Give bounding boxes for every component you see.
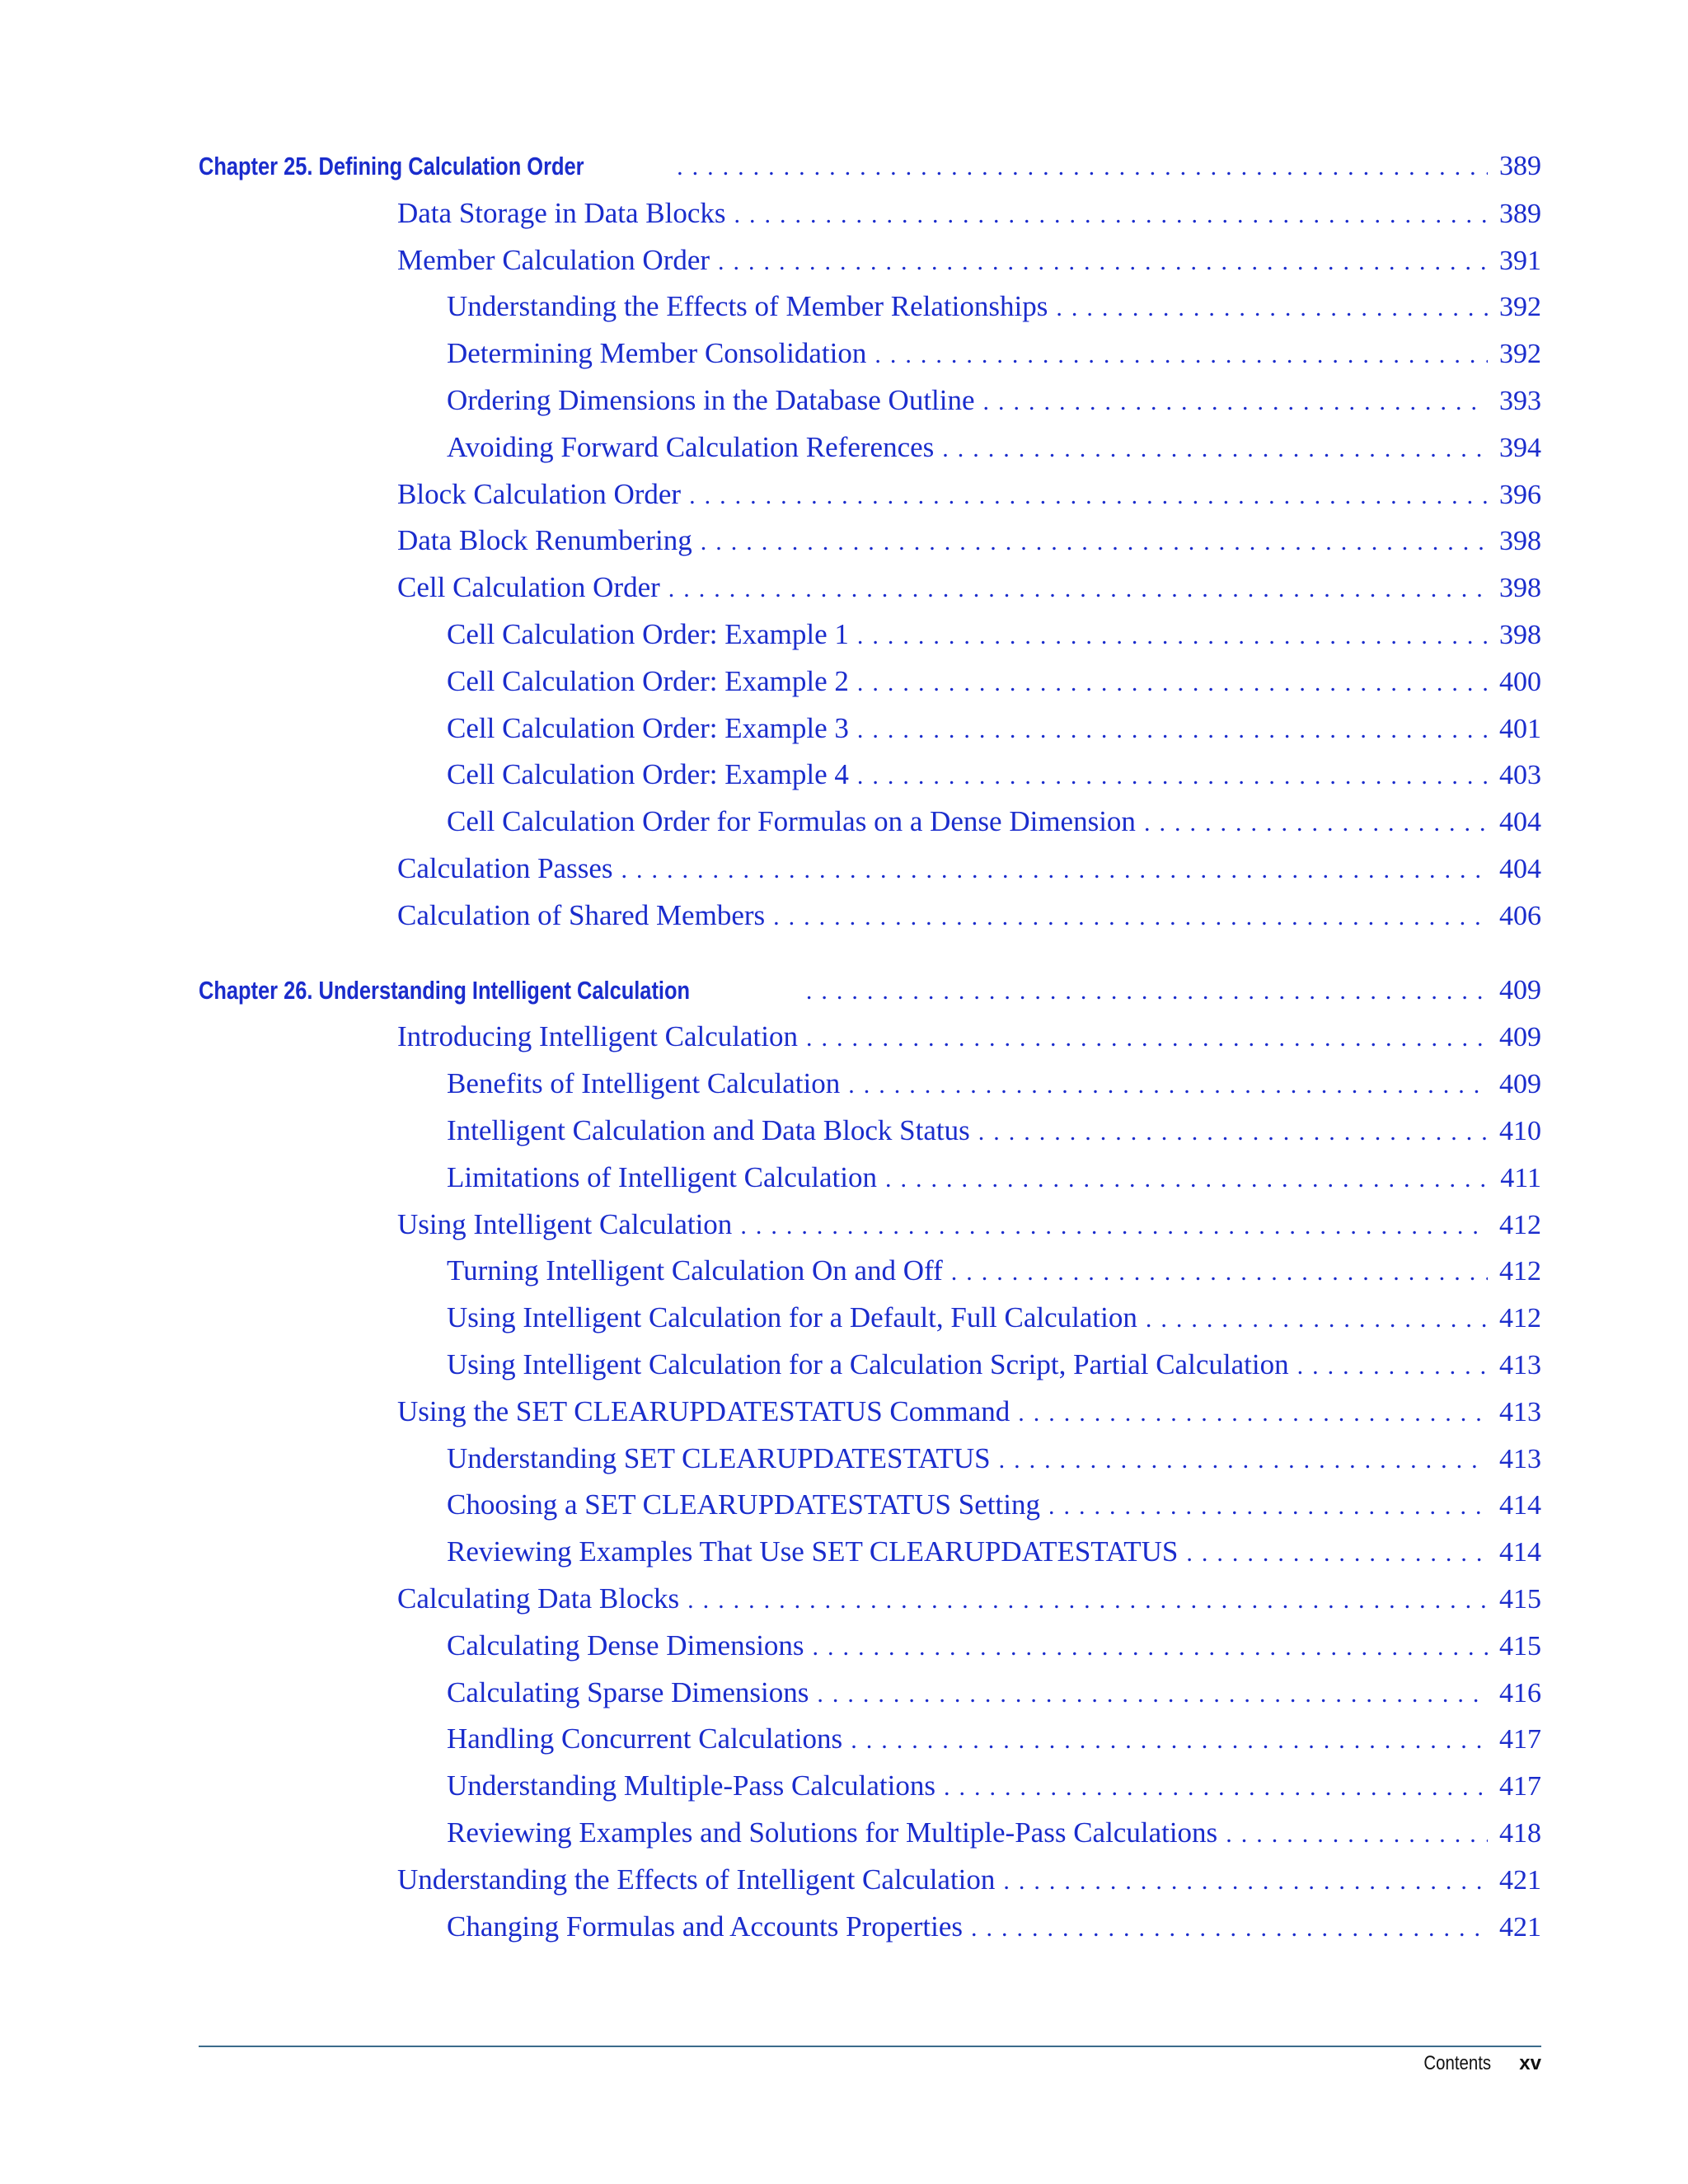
toc-entry-title[interactable]: Ordering Dimensions in the Database Outline: [447, 384, 975, 416]
toc-entry-page-number[interactable]: 415: [1499, 1630, 1541, 1661]
toc-entry-title[interactable]: Using Intelligent Calculation: [397, 1207, 733, 1240]
dot-leader: [677, 146, 1488, 189]
toc-subsection-entry[interactable]: [447, 1811, 1541, 1854]
toc-subsection-entry[interactable]: [447, 1718, 1541, 1760]
toc-subsection-entry[interactable]: [447, 753, 1541, 796]
toc-entry-page-number[interactable]: 401: [1499, 713, 1541, 744]
toc-section-entry[interactable]: [397, 847, 1541, 890]
toc-subsection-entry[interactable]: [447, 1156, 1541, 1199]
toc-entry-page-number[interactable]: 392: [1499, 292, 1541, 323]
toc-section-entry[interactable]: [397, 192, 1541, 235]
toc-entry-title[interactable]: Calculating Dense Dimensions: [447, 1629, 804, 1661]
toc-subsection-entry[interactable]: [447, 800, 1541, 843]
toc-entry-page-number[interactable]: 409: [1499, 974, 1541, 1005]
toc-entry-title[interactable]: Using Intelligent Calculation for a Default, Full Calculation: [447, 1301, 1137, 1334]
toc-subsection-entry[interactable]: [447, 1905, 1541, 1948]
toc-entry-title[interactable]: Cell Calculation Order: Example 1: [447, 618, 849, 650]
toc-subsection-entry[interactable]: [447, 1671, 1541, 1714]
toc-entry-title[interactable]: Cell Calculation Order: [397, 571, 660, 604]
toc-entry-page-number[interactable]: 411: [1500, 1162, 1541, 1193]
toc-entry-page-number[interactable]: 391: [1499, 245, 1541, 276]
dot-leader: [740, 1205, 1488, 1248]
toc-entry-page-number[interactable]: 416: [1499, 1677, 1541, 1708]
toc-subsection-entry[interactable]: [447, 1483, 1541, 1526]
dot-leader: [851, 1719, 1488, 1762]
toc-subsection-entry[interactable]: [447, 1437, 1541, 1480]
dot-leader: [874, 334, 1488, 377]
dot-leader: [1048, 1485, 1488, 1528]
toc-entry-title[interactable]: Using the SET CLEARUPDATESTATUS Command: [397, 1394, 1010, 1427]
dot-leader: [687, 1579, 1488, 1622]
toc-entry-page-number[interactable]: 404: [1499, 854, 1541, 884]
dot-leader: [701, 521, 1488, 564]
toc-subsection-entry[interactable]: [447, 1343, 1541, 1386]
toc-subsection-entry[interactable]: [447, 1530, 1541, 1573]
dot-leader: [857, 615, 1488, 658]
dot-leader: [1226, 1813, 1488, 1856]
toc-entry-title[interactable]: Calculation of Shared Members: [397, 898, 766, 931]
toc-entry-page-number[interactable]: 412: [1499, 1303, 1541, 1334]
toc-entry-page-number[interactable]: 418: [1499, 1818, 1541, 1849]
toc-entry-title[interactable]: Data Storage in Data Blocks: [397, 196, 726, 229]
toc-section-entry[interactable]: [397, 1390, 1541, 1433]
dot-leader: [734, 194, 1488, 237]
dot-leader: [718, 241, 1488, 284]
toc-entry-title[interactable]: Understanding the Effects of Member Relationships: [447, 290, 1048, 323]
dot-leader: [951, 1251, 1488, 1294]
toc-entry-page-number[interactable]: 413: [1499, 1350, 1541, 1380]
toc-subsection-entry[interactable]: [447, 1296, 1541, 1339]
toc-entry-page-number[interactable]: 410: [1499, 1116, 1541, 1146]
toc-entry-page-number[interactable]: 389: [1499, 198, 1541, 229]
toc-entry-title[interactable]: Reviewing Examples That Use SET CLEARUPDATESTATUS: [447, 1535, 1179, 1568]
toc-entry-title[interactable]: Cell Calculation Order: Example 2: [447, 664, 849, 697]
dot-leader: [689, 475, 1488, 518]
toc-entry-page-number[interactable]: 417: [1499, 1724, 1541, 1755]
toc-subsection-entry[interactable]: [447, 379, 1541, 422]
dot-leader: [1003, 1860, 1488, 1903]
dot-leader: [944, 1766, 1488, 1809]
toc-entry-page-number[interactable]: 415: [1499, 1584, 1541, 1615]
toc-subsection-entry[interactable]: [447, 1249, 1541, 1292]
toc-entry-title[interactable]: Member Calculation Order: [397, 243, 710, 276]
toc-subsection-entry[interactable]: [447, 613, 1541, 656]
toc-entry-page-number[interactable]: 421: [1499, 1911, 1541, 1943]
dot-leader: [848, 1064, 1488, 1107]
toc-entry-title[interactable]: Introducing Intelligent Calculation: [397, 1020, 798, 1053]
toc-entry-page-number[interactable]: 409: [1499, 1069, 1541, 1100]
toc-entry-page-number[interactable]: 403: [1499, 760, 1541, 791]
toc-entry-page-number[interactable]: 394: [1499, 432, 1541, 463]
dot-leader: [942, 428, 1488, 471]
dot-leader: [1056, 287, 1488, 330]
dot-leader: [885, 1158, 1489, 1201]
toc-section-entry[interactable]: [397, 239, 1541, 282]
toc-entry-page-number[interactable]: 393: [1499, 386, 1541, 416]
toc-entry-page-number[interactable]: 412: [1499, 1256, 1541, 1287]
toc-section-entry[interactable]: [397, 894, 1541, 937]
toc-subsection-entry[interactable]: [447, 426, 1541, 469]
dot-leader: [857, 662, 1488, 705]
toc-chapter-entry[interactable]: [199, 145, 1541, 188]
toc-entry-title[interactable]: Data Block Renumbering: [397, 524, 692, 557]
toc-section-entry[interactable]: [397, 1858, 1541, 1901]
footer-label: Contents: [1423, 2052, 1492, 2074]
dot-leader: [1018, 1392, 1488, 1435]
toc-entry-title[interactable]: Benefits of Intelligent Calculation: [447, 1067, 841, 1100]
toc-entry-title[interactable]: Cell Calculation Order: Example 4: [447, 758, 849, 791]
toc-entry-page-number[interactable]: 392: [1499, 339, 1541, 370]
dot-leader: [857, 755, 1488, 798]
dot-leader: [668, 568, 1488, 611]
toc-entry-title[interactable]: Chapter 25. Defining Calculation Order: [199, 152, 584, 180]
toc-entry-page-number[interactable]: 398: [1499, 620, 1541, 650]
dot-leader: [1186, 1532, 1488, 1575]
toc-entry-title[interactable]: Avoiding Forward Calculation References: [447, 430, 935, 463]
toc-entry-title[interactable]: Determining Member Consolidation: [447, 337, 867, 370]
toc-subsection-entry[interactable]: [447, 660, 1541, 703]
dot-leader: [1146, 1298, 1488, 1341]
toc-entry-page-number[interactable]: 404: [1499, 807, 1541, 838]
toc-entry-page-number[interactable]: 417: [1499, 1771, 1541, 1802]
toc-entry-page-number[interactable]: 398: [1499, 573, 1541, 604]
toc-subsection-entry[interactable]: [447, 1765, 1541, 1807]
dot-leader: [1144, 802, 1488, 845]
toc-section-entry[interactable]: [397, 519, 1541, 562]
dot-leader: [1297, 1345, 1488, 1388]
dot-leader: [817, 1673, 1488, 1716]
toc-entry-title[interactable]: Cell Calculation Order: Example 3: [447, 711, 849, 744]
footer-page-number: xv: [1519, 2052, 1541, 2074]
toc-entry-title[interactable]: Calculation Passes: [397, 852, 613, 884]
toc-subsection-entry[interactable]: [447, 707, 1541, 750]
page-footer: [1412, 2052, 1541, 2075]
dot-leader: [983, 381, 1488, 424]
toc-entry-page-number[interactable]: 413: [1499, 1443, 1541, 1474]
dot-leader: [806, 1017, 1488, 1060]
toc-entry-title[interactable]: Intelligent Calculation and Data Block Status: [447, 1114, 970, 1146]
toc-subsection-entry[interactable]: [447, 285, 1541, 328]
toc-entry-title[interactable]: Block Calculation Order: [397, 477, 682, 510]
toc-entry-page-number[interactable]: 413: [1499, 1396, 1541, 1427]
toc-subsection-entry[interactable]: [447, 1624, 1541, 1667]
toc-entry-title[interactable]: Calculating Data Blocks: [397, 1582, 680, 1615]
dot-leader: [773, 896, 1488, 939]
toc-entry-page-number[interactable]: 406: [1499, 900, 1541, 931]
dot-leader: [971, 1907, 1488, 1950]
toc-section-entry[interactable]: [397, 1015, 1541, 1058]
toc-section-entry[interactable]: [397, 566, 1541, 609]
toc-entry-page-number[interactable]: 412: [1499, 1209, 1541, 1240]
toc-entry-page-number[interactable]: 414: [1499, 1537, 1541, 1568]
dot-leader: [978, 1111, 1488, 1154]
dot-leader: [857, 709, 1488, 752]
toc-entry-title[interactable]: Calculating Sparse Dimensions: [447, 1675, 809, 1708]
toc-entry-title[interactable]: Handling Concurrent Calculations: [447, 1722, 843, 1755]
dot-leader: [813, 1626, 1488, 1669]
toc-entry-title[interactable]: Limitations of Intelligent Calculation: [447, 1160, 877, 1193]
toc-section-entry[interactable]: [397, 1577, 1541, 1620]
toc-entry-title[interactable]: Understanding Multiple-Pass Calculations: [447, 1769, 935, 1802]
toc-entry-title[interactable]: Turning Intelligent Calculation On and Off: [447, 1254, 943, 1287]
toc-entry-title[interactable]: Using Intelligent Calculation for a Calculation Script, Partial Calculation: [447, 1348, 1289, 1380]
toc-entry-page-number[interactable]: 400: [1499, 666, 1541, 697]
toc-entry-title[interactable]: Changing Formulas and Accounts Properties: [447, 1910, 964, 1943]
toc-subsection-entry[interactable]: [447, 332, 1541, 375]
toc-entry-page-number[interactable]: 421: [1499, 1864, 1541, 1896]
toc-entry-title[interactable]: Understanding SET CLEARUPDATESTATUS: [447, 1441, 991, 1474]
dot-leader: [621, 849, 1489, 892]
toc-entry-title[interactable]: Understanding the Effects of Intelligent Calculation: [397, 1863, 996, 1896]
toc-chapter-entry[interactable]: [199, 969, 1541, 1012]
toc-entry-page-number[interactable]: 414: [1499, 1490, 1541, 1521]
footer-rule: [199, 2046, 1541, 2047]
toc-section-entry[interactable]: [397, 473, 1541, 516]
toc-entry-title[interactable]: Chapter 26. Understanding Intelligent Calculation: [199, 975, 691, 1005]
toc-section-entry[interactable]: [397, 1203, 1541, 1246]
toc-entry-page-number[interactable]: 396: [1499, 479, 1541, 510]
dot-leader: [806, 970, 1488, 1013]
toc-subsection-entry[interactable]: [447, 1062, 1541, 1105]
toc-entry-title[interactable]: Choosing a SET CLEARUPDATESTATUS Setting: [447, 1488, 1040, 1521]
toc-entry-title[interactable]: Reviewing Examples and Solutions for Multiple-Pass Calculations: [447, 1816, 1218, 1849]
toc-subsection-entry[interactable]: [447, 1109, 1541, 1152]
toc-entry-page-number[interactable]: 409: [1499, 1022, 1541, 1053]
toc-entry-title[interactable]: Cell Calculation Order for Formulas on a Dense Dimension: [447, 805, 1136, 838]
toc-entry-page-number[interactable]: 398: [1499, 526, 1541, 557]
dot-leader: [999, 1439, 1488, 1482]
toc-entry-page-number[interactable]: 389: [1499, 151, 1541, 181]
